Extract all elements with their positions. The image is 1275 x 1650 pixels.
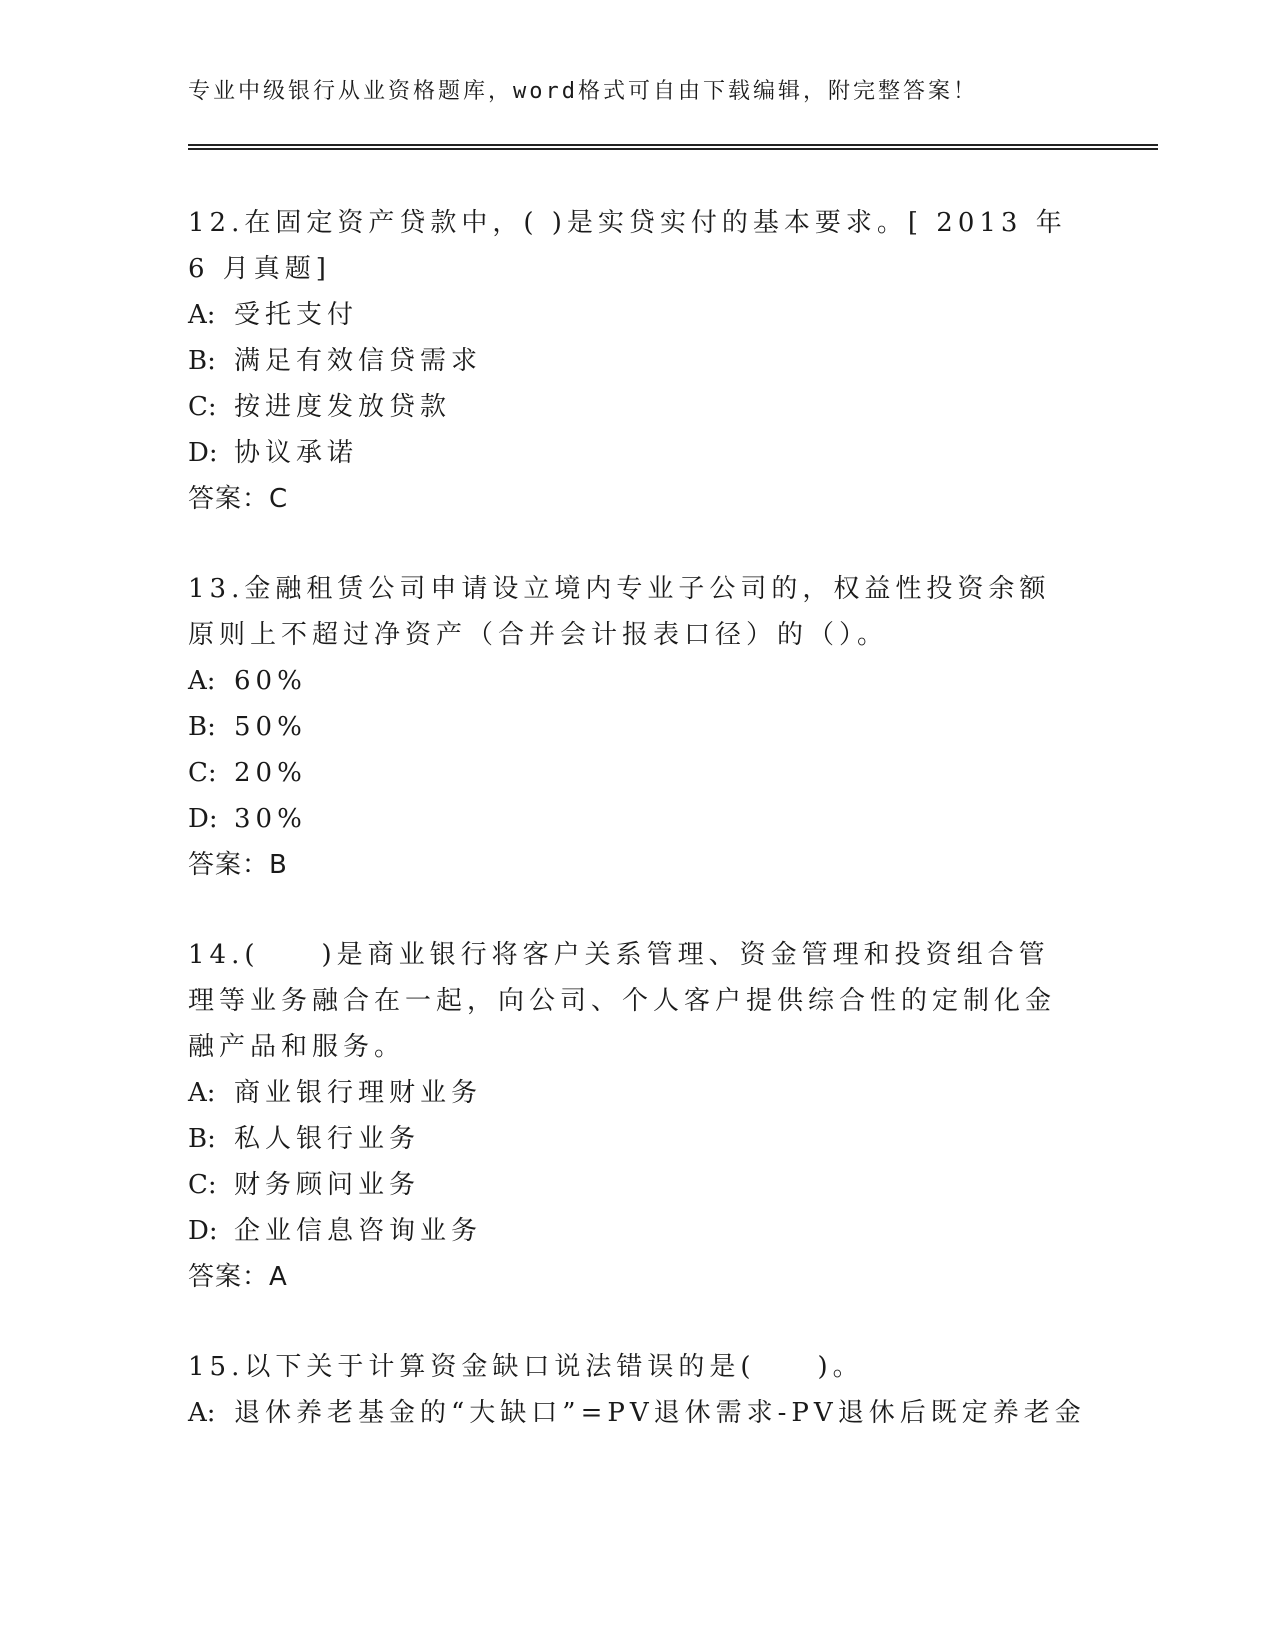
question-12: [188, 200, 1078, 522]
option-c: [188, 750, 1078, 796]
option-letter: D:: [188, 804, 218, 834]
option-text: 50%: [234, 712, 307, 742]
option-a: [188, 292, 1078, 338]
option-letter: A:: [188, 1078, 216, 1108]
option-text: 60%: [234, 666, 307, 696]
page-header: 专业中级银行从业资格题库，word格式可自由下载编辑，附完整答案！: [188, 79, 978, 104]
option-text: 企业信息咨询业务: [234, 1216, 483, 1246]
option-b: [188, 704, 1078, 750]
option-letter: A:: [188, 300, 216, 330]
option-text: 协议承诺: [234, 438, 359, 468]
option-text: 受托支付: [234, 300, 359, 330]
option-letter: D:: [188, 438, 218, 468]
option-letter: A:: [188, 1398, 216, 1428]
option-a: [188, 658, 1078, 704]
option-a: [188, 1070, 1078, 1116]
question-stem: 12.在固定资产贷款中，( )是实贷实付的基本要求。[ 2013 年 6 月真题]: [188, 208, 1067, 284]
option-text: 满足有效信贷需求: [234, 346, 483, 376]
option-letter: C:: [188, 758, 217, 788]
answer-line: 答案：A: [188, 1262, 288, 1292]
option-letter: A:: [188, 666, 216, 696]
question-stem: 13.金融租赁公司申请设立境内专业子公司的，权益性投资余额原则上不超过净资产（合并会计报表口径）的（）。: [188, 574, 1051, 650]
option-d: [188, 430, 1078, 476]
question-stem: 15.以下关于计算资金缺口说法错误的是( )。: [188, 1352, 864, 1382]
question-13: [188, 566, 1078, 888]
option-d: [188, 796, 1078, 842]
question-list: [188, 200, 1086, 1480]
option-c: [188, 1162, 1078, 1208]
option-letter: C:: [188, 392, 217, 422]
option-c: [188, 384, 1078, 430]
answer-line: 答案：C: [188, 484, 289, 514]
question-14: [188, 932, 1078, 1300]
option-letter: B:: [188, 346, 216, 376]
option-text: 按进度发放贷款: [234, 392, 452, 422]
answer-line: 答案：B: [188, 850, 288, 880]
option-b: [188, 338, 1078, 384]
option-text: 私人银行业务: [234, 1124, 421, 1154]
option-d: [188, 1208, 1078, 1254]
option-a: [188, 1390, 1086, 1436]
option-letter: B:: [188, 712, 216, 742]
question-stem: 14.( )是商业银行将客户关系管理、资金管理和投资组合管理等业务融合在一起，向公司、个人客户提供综合性的定制化金融产品和服务。: [188, 940, 1057, 1062]
option-text: 商业银行理财业务: [234, 1078, 483, 1108]
option-b: [188, 1116, 1078, 1162]
option-text: 财务顾问业务: [234, 1170, 421, 1200]
option-letter: D:: [188, 1216, 218, 1246]
option-letter: B:: [188, 1124, 216, 1154]
header-double-rule: [188, 144, 1158, 150]
question-15: [188, 1344, 1086, 1436]
option-letter: C:: [188, 1170, 217, 1200]
option-text: 20%: [234, 758, 307, 788]
option-text: 30%: [234, 804, 307, 834]
option-text: 退休养老基金的“大缺口”=PV退休需求-PV退休后既定养老金: [234, 1398, 1086, 1428]
